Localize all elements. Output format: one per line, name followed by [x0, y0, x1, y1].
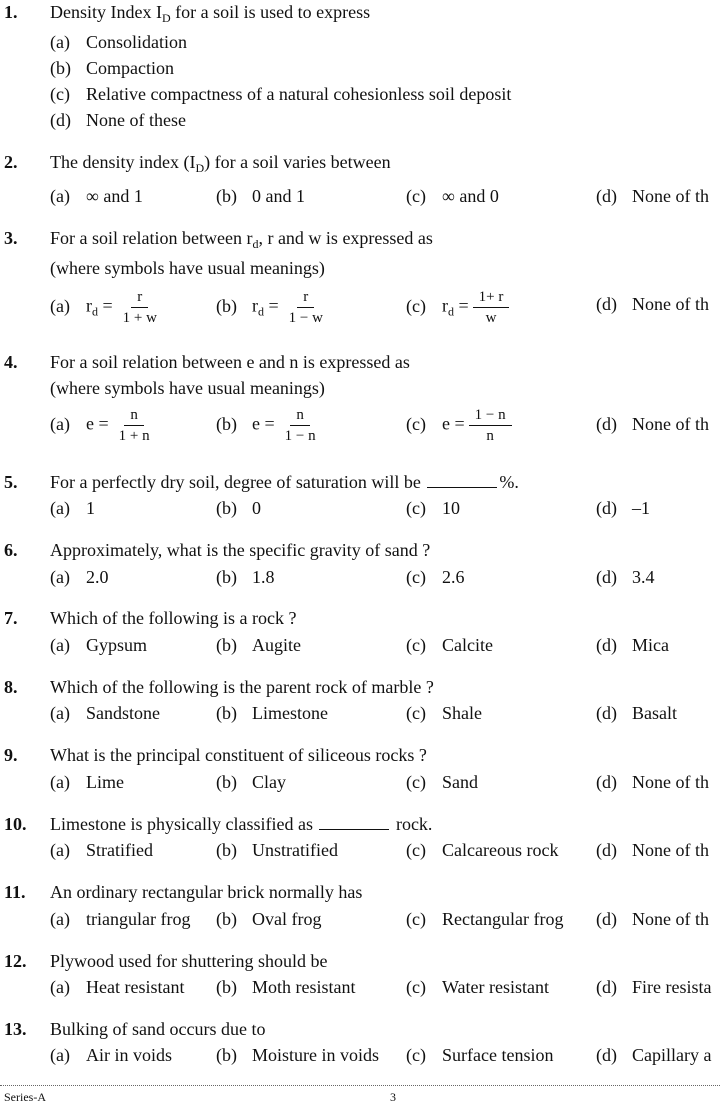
- question-number: 13.: [4, 1019, 27, 1039]
- option-b: (b) 1.8: [216, 567, 275, 587]
- footer-series: Series-A: [4, 1090, 46, 1104]
- option-b: (b) Moisture in voids: [216, 1045, 380, 1065]
- option-d: (d) None of th: [596, 294, 709, 314]
- question-stem: For a soil relation between $r_d$, r and w is expressed as: [50, 228, 433, 251]
- option-d: (d) None of th: [596, 840, 709, 860]
- option-c: (c) Water resistant: [406, 977, 550, 997]
- question-number: 12.: [4, 951, 27, 971]
- option-d: (d) Capillary a: [596, 1045, 712, 1065]
- question-stem: An ordinary rectangular brick normally has: [50, 882, 363, 902]
- question-stem: Approximately, what is the specific gravity of sand ?: [50, 540, 431, 560]
- option-d: (d) None of th: [596, 414, 709, 434]
- option-d: (d) Mica: [596, 635, 669, 655]
- question-stem: Plywood used for shuttering should be: [50, 951, 328, 971]
- fraction: $\frac{r}{1 + w}$: [122, 289, 157, 326]
- option-b: (b) Oval frog: [216, 909, 322, 929]
- option-d: (d) None of th: [596, 772, 709, 792]
- question-stem-note: (where symbols have usual meanings): [50, 378, 325, 398]
- question-number: 7.: [4, 608, 18, 628]
- question-number: 4.: [4, 352, 18, 372]
- option-a: (a) triangular frog: [50, 909, 191, 929]
- option-b: (b) $r_d$ = $\frac{r}{1 - w}$: [216, 288, 329, 327]
- option-a: (a) Air in voids: [50, 1045, 173, 1065]
- question-stem: Which of the following is a rock ?: [50, 608, 297, 628]
- option-b: (b) Unstratified: [216, 840, 338, 860]
- option-b: (b) 0 and 1: [216, 186, 305, 206]
- answer-blank: [427, 486, 497, 488]
- question-number: 10.: [4, 814, 27, 834]
- fraction: $\frac{n}{1 - n}$: [284, 407, 316, 444]
- option-d: (d) None of th: [596, 909, 709, 929]
- option-c: (c) ∞ and 0: [406, 186, 499, 206]
- option-d: (d) None of these: [50, 110, 186, 130]
- question-number: 3.: [4, 228, 18, 248]
- option-a: (a) 1: [50, 498, 95, 518]
- option-a: (a) Gypsum: [50, 635, 148, 655]
- option-c: (c) Sand: [406, 772, 478, 792]
- question-stem: The density index $(I_D)$ for a soil varies between: [50, 152, 391, 175]
- option-d: (d) 3.4: [596, 567, 655, 587]
- question-number: 2.: [4, 152, 18, 172]
- option-c: (c) Shale: [406, 703, 482, 723]
- fraction: $\frac{1 - n}{n}$: [469, 406, 512, 445]
- option-a: (a) $r_d$ = $\frac{r}{1 + w}$: [50, 288, 163, 327]
- footer-divider: [0, 1085, 720, 1086]
- option-c: (c) Calcareous rock: [406, 840, 559, 860]
- option-b: (b) e = $\frac{n}{1 - n}$: [216, 406, 322, 445]
- fraction: $\frac{1+ r}{w}$: [473, 288, 510, 327]
- option-d: (d) None of th: [596, 186, 709, 206]
- option-a: (a) e = $\frac{n}{1 + n}$: [50, 406, 156, 445]
- question-number: 11.: [4, 882, 26, 902]
- question-number: 6.: [4, 540, 18, 560]
- option-d: (d) Basalt: [596, 703, 677, 723]
- option-a: (a) Sandstone: [50, 703, 160, 723]
- option-c: (c) Relative compactness of a natural cohesionless soil deposit: [50, 84, 512, 104]
- option-b: (b) Limestone: [216, 703, 328, 723]
- option-d: (d) Fire resista: [596, 977, 712, 997]
- fraction: $\frac{n}{1 + n}$: [118, 407, 150, 444]
- question-stem: Which of the following is the parent rock of marble ?: [50, 677, 434, 697]
- question-number: 9.: [4, 745, 18, 765]
- option-a: (a) Consolidation: [50, 32, 188, 52]
- question-number: 5.: [4, 472, 18, 492]
- option-c: (c) e = $\frac{1 - n}{n}$: [406, 406, 512, 445]
- answer-blank: [319, 828, 389, 830]
- option-c: (c) $r_d$ = $\frac{1+ r}{w}$: [406, 288, 509, 327]
- question-stem: What is the principal constituent of siliceous rocks ?: [50, 745, 427, 765]
- question-stem: For a soil relation between e and n is expressed as: [50, 352, 410, 372]
- question-stem: For a perfectly dry soil, degree of saturation will be %.: [50, 472, 519, 492]
- option-d: (d) –1: [596, 498, 650, 518]
- question-stem: Bulking of sand occurs due to: [50, 1019, 266, 1039]
- option-c: (c) Surface tension: [406, 1045, 554, 1065]
- fraction: $\frac{r}{1 - w}$: [288, 289, 323, 326]
- option-a: (a) 2.0: [50, 567, 109, 587]
- option-b: (b) Compaction: [50, 58, 174, 78]
- option-b: (b) Moth resistant: [216, 977, 356, 997]
- question-stem: Density Index $I_D$ for a soil is used to express: [50, 2, 371, 25]
- option-c: (c) 2.6: [406, 567, 465, 587]
- option-b: (b) Augite: [216, 635, 301, 655]
- option-c: (c) Rectangular frog: [406, 909, 564, 929]
- question-stem-note: (where symbols have usual meanings): [50, 258, 325, 278]
- option-c: (c) Calcite: [406, 635, 493, 655]
- option-a: (a) Lime: [50, 772, 124, 792]
- option-b: (b) Clay: [216, 772, 286, 792]
- option-c: (c) 10: [406, 498, 460, 518]
- question-number: 1.: [4, 2, 18, 22]
- question-number: 8.: [4, 677, 18, 697]
- option-a: (a) ∞ and 1: [50, 186, 143, 206]
- option-a: (a) Stratified: [50, 840, 153, 860]
- page-number: 3: [390, 1090, 396, 1104]
- option-a: (a) Heat resistant: [50, 977, 185, 997]
- option-b: (b) 0: [216, 498, 261, 518]
- question-stem: Limestone is physically classified as rock.: [50, 814, 433, 834]
